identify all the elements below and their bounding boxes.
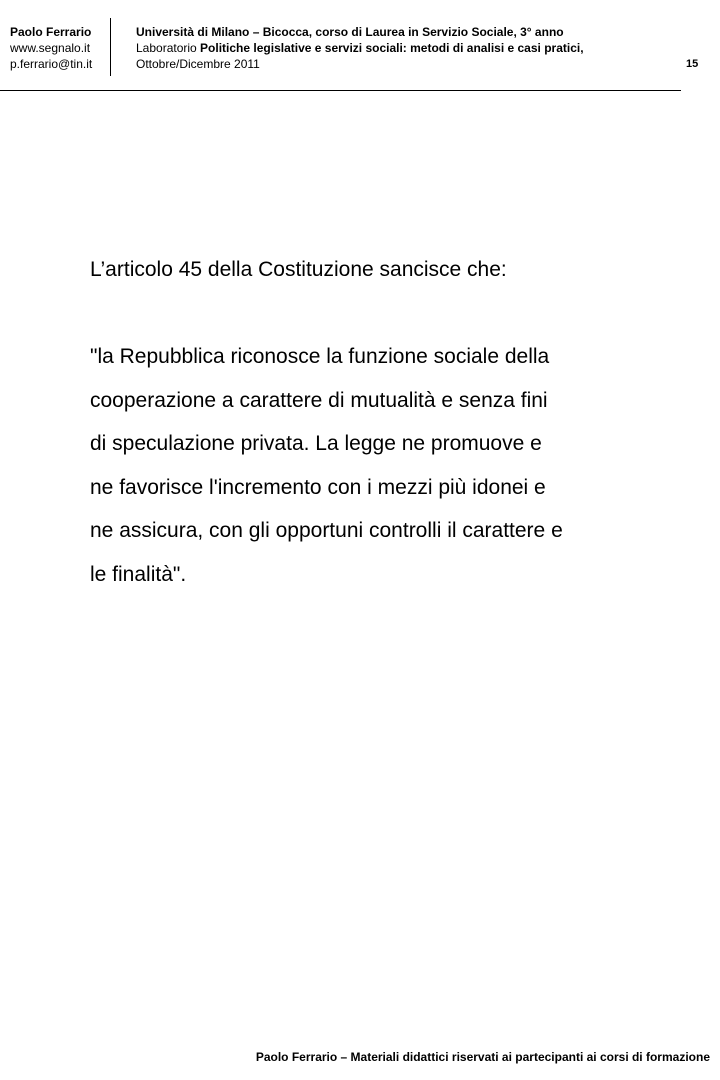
course-lab-line <box>136 40 676 56</box>
course-lab-title: Politiche legislative e servizi sociali: metodi di analisi e casi pratici, <box>200 41 584 55</box>
main-content <box>90 248 690 596</box>
header-course-block <box>136 24 676 72</box>
quote-line: "la Repubblica riconosce la funzione sociale della <box>90 345 550 368</box>
footer-note: Paolo Ferrario – Materiali didattici riservati ai partecipanti ai corsi di formazione <box>255 1050 710 1064</box>
header-vertical-divider <box>110 18 111 76</box>
header-horizontal-rule <box>0 90 681 91</box>
course-period: Ottobre/Dicembre 2011 <box>136 57 260 71</box>
page-number: 15 <box>686 58 699 70</box>
quote-line: cooperazione a carattere di mutualità e senza fini <box>90 388 548 412</box>
quote-line: le finalità". <box>90 562 187 586</box>
quote-line: di speculazione privata. La legge ne promuove e <box>90 432 542 455</box>
author-email: p.ferrario@tin.it <box>10 57 93 71</box>
paragraph-spacer <box>90 292 690 336</box>
quote-line: ne assicura, con gli opportuni controlli il carattere e <box>90 519 563 542</box>
author-website: www.segnalo.it <box>10 41 91 55</box>
course-lab-prefix: Laboratorio <box>136 41 201 55</box>
author-name: Paolo Ferrario <box>10 25 92 39</box>
quote-line: ne favorisce l'incremento con i mezzi più idonei e <box>90 475 546 499</box>
intro-text: L’articolo 45 della Costituzione sancisce che: <box>90 258 507 281</box>
course-title: Università di Milano – Bicocca, corso di Laurea in Servizio Sociale, 3° anno <box>136 25 564 39</box>
header-author-block <box>10 24 110 72</box>
